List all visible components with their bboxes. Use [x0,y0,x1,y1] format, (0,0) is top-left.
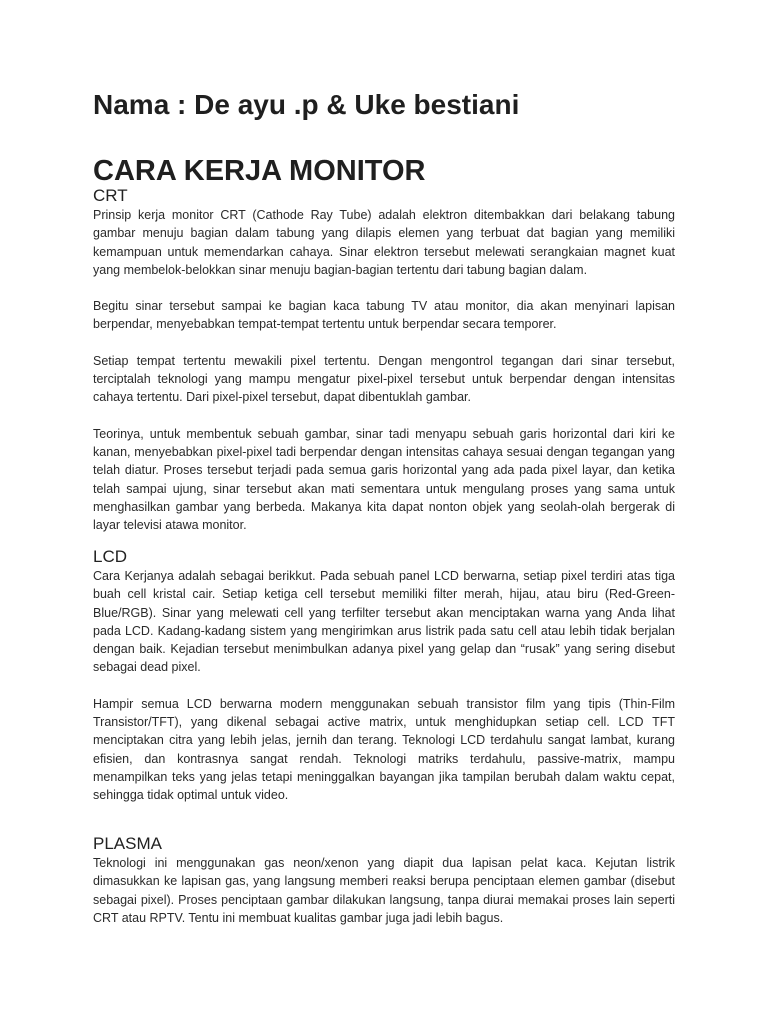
section-plasma [93,834,675,927]
lcd-paragraph-2: Hampir semua LCD berwarna modern menggunakan sebuah transistor film yang tipis (Thin-Film Transistor/TFT), yang dikenal sebagai active matrix, untuk menghidupkan setiap cell. LCD TFT menciptakan citra yang lebih jelas, jernih dan terang. Teknologi LCD terdahulu sangat lambat, kurang efisien, dan kontrasnya sangat rendah. Teknologi matriks terdahulu, passive-matrix, mampu menampilkan teks yang jelas tetapi meninggalkan bayangan jika tampilan berubah dalam waktu cepat, sehingga tidak optimal untuk video. [93,696,675,803]
document-title: CARA KERJA MONITOR [93,155,426,187]
crt-paragraph-4: Teorinya, untuk membentuk sebuah gambar, sinar tadi menyapu sebuah garis horizontal dari kiri ke kanan, menyebabkan pixel-pixel tadi berpendar dengan intensitas cahaya sesuai dengan tegangan yang telah diatur. Proses tersebut terjadi pada semua garis horizontal yang ada pada pixel layar, dan ketika telah sampai ujung, sinar tersebut akan mati sementara untuk mengulang proses yang sama untuk menghasilkan gambar yang berbeda. Makanya kita dapat nonton objek yang seolah-olah bergerak di layar televisi atawa monitor. [93,426,675,533]
crt-paragraph-3: Setiap tempat tertentu mewakili pixel tertentu. Dengan mengontrol tegangan dari sinar tersebut, terciptalah teknologi yang mampu mengatur pixel-pixel tersebut untuk berpendar dengan intensitas cahaya tertentu. Dari pixel-pixel tersebut, dapat dibentuklah gambar. [93,353,675,405]
section-crt [93,186,675,534]
section-heading-lcd: LCD [93,547,128,566]
section-lcd [93,547,675,805]
section-heading-plasma: PLASMA [93,834,162,853]
crt-paragraph-1: Prinsip kerja monitor CRT (Cathode Ray Tube) adalah elektron ditembakkan dari belakang tabung gambar menuju bagian dalam tabung yang dilapis elemen yang terbuat dat bagian yang memiliki kemampuan untuk memendarkan cahaya. Sinar elektron tersebut melewati serangkaian magnet kuat yang membelok-belokkan sinar menuju bagian-bagian tertentu dari tabung bagian dalam. [93,208,675,277]
crt-paragraph-2: Begitu sinar tersebut sampai ke bagian kaca tabung TV atau monitor, dia akan menyinari lapisan berpendar, menyebabkan tempat-tempat tertentu untuk berpendar secara temporer. [93,299,675,332]
section-heading-crt: CRT [93,186,128,205]
lcd-paragraph-1: Cara Kerjanya adalah sebagai berikkut. Pada sebuah panel LCD berwarna, setiap pixel terdiri atas tiga buah cell kristal cair. Setiap ketiga cell tersebut memiliki filter merah, hijau, atau biru (Red-Green-Blue/RGB). Sinar yang melewati cell yang terfilter tersebut akan menciptakan warna yang Anda lihat pada LCD. Kadang-kadang sistem yang mengirimkan arus listrik pada satu cell atau lebih tidak berjalan dengan baik. Kejadian tersebut menimbulkan adanya pixel yang gelap dan “rusak” yang sering disebut sebagai dead pixel. [93,569,675,675]
author-line: Nama : De ayu .p & Uke bestiani [93,89,520,120]
plasma-paragraph-1: Teknologi ini menggunakan gas neon/xenon yang diapit dua lapisan pelat kaca. Kejutan listrik dimasukkan ke lapisan gas, yang langsung memberi reaksi berupa penciptaan elemen gambar (disebut sebagai pixel). Proses penciptaan gambar dilakukan langsung, tanpa diurai memakai proses lain seperti CRT atau RPTV. Tentu ini membuat kualitas gambar juga jadi lebih bagus. [93,856,675,925]
